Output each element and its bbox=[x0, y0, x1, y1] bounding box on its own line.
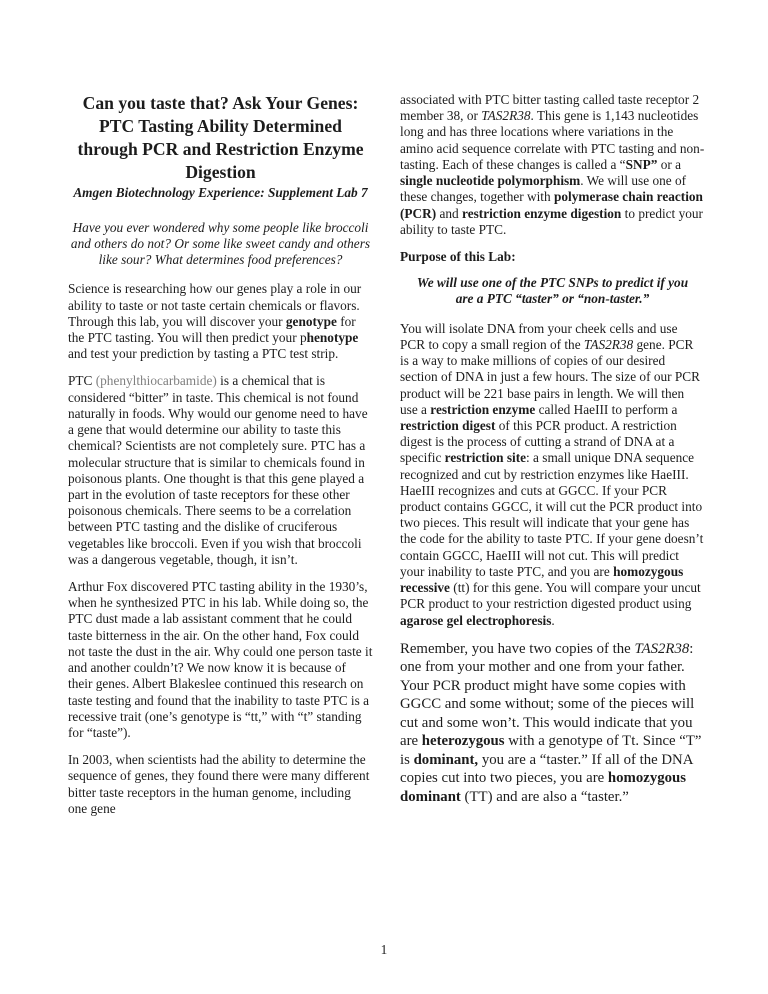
text-run: (tt) for this gene. You will compare your uncut PCR product to your restriction digested product using bbox=[400, 580, 701, 612]
text-run: gene. PCR is a way to make millions of copies of our desired section of DNA in just a few hours. The size of our PCR product will be 221 base pairs in length. We will then use a bbox=[400, 336, 701, 417]
text-run: genotype bbox=[285, 313, 337, 329]
document-subtitle bbox=[68, 185, 373, 201]
paragraph-tas2r38-snp bbox=[400, 92, 705, 238]
purpose-statement bbox=[400, 275, 705, 307]
text-run: We will use one of the PTC SNPs to predict if you are a PTC “taster” or “non-taster.” bbox=[416, 275, 689, 307]
text-run: henotype bbox=[306, 329, 359, 345]
text-run: : one from your mother and one from your father. Your PCR product might have some copies with GGCC and some without; some of the pieces will cut and some won’t. This would indicate that you are bbox=[400, 640, 695, 750]
text-run: with a genotype of Tt. Since “T” is bbox=[400, 733, 702, 768]
text-run: . bbox=[551, 612, 555, 628]
purpose-heading bbox=[400, 249, 705, 265]
text-run: Amgen Biotechnology Experience: Supplement Lab 7 bbox=[73, 185, 368, 201]
text-run: PTC bbox=[68, 373, 96, 389]
text-run: restriction digest bbox=[400, 417, 496, 433]
page-number: 1 bbox=[380, 942, 388, 957]
paragraph-genes-role bbox=[68, 281, 373, 362]
text-run: (TT) and are also a “taster.” bbox=[460, 788, 629, 805]
text-run: . We will use one of these changes, together with bbox=[400, 173, 687, 205]
document-title bbox=[68, 92, 373, 183]
text-run: Can you taste that? Ask Your Genes: PTC Tasting Ability Determined through PCR and Restriction Enzyme Digestion bbox=[77, 93, 364, 182]
paragraph-two-copies bbox=[400, 640, 705, 806]
text-run: In 2003, when scientists had the ability to determine the sequence of genes, they found there were many different bitter taste receptors in the human genome, including one gene bbox=[68, 752, 370, 816]
text-run: (phenylthiocarbamide) bbox=[95, 373, 217, 389]
text-run: restriction enzyme digestion bbox=[462, 205, 622, 221]
paragraph-ptc-chemical bbox=[68, 373, 373, 568]
text-run: You will isolate DNA from your cheek cells and use PCR to copy a small region of the bbox=[400, 320, 678, 352]
text-run: called HaeIII to perform a bbox=[535, 401, 678, 417]
text-run: restriction site bbox=[444, 450, 527, 466]
text-run: is a chemical that is considered “bitter” in taste. This chemical is not found naturally in foods. Why would our genome need to have a gene that would determine our ability to taste this chemical? Scientists are not completely sure. PTC has a molecular structure that is similar to chemicals found in poisonous plants. One thought is that this gene played a part in the evolution of taste receptors for these other poisonous chemicals. There seems to be a correlation between PTC tasting and the dislike of cruciferous vegetables like broccoli. Even if you wish that broccoli was a dangerous vegetable, though, it isn’t. bbox=[68, 373, 368, 567]
text-run: SNP” bbox=[625, 156, 658, 172]
text-run: polymerase chain reaction (PCR) bbox=[400, 189, 703, 221]
text-run: agarose gel electrophoresis bbox=[400, 612, 552, 628]
text-run: heterozygous bbox=[421, 733, 505, 750]
text-run: for the PTC tasting. You will then predict your p bbox=[68, 313, 356, 345]
text-run: associated with PTC bitter tasting called taste receptor 2 member 38, or bbox=[400, 92, 700, 124]
paragraph-2003-sequencing bbox=[68, 752, 373, 817]
two-column-layout bbox=[68, 92, 705, 828]
text-run: or a bbox=[657, 156, 682, 172]
text-run: TAS2R38 bbox=[481, 108, 531, 124]
text-run: single nucleotide polymorphism bbox=[400, 173, 581, 189]
text-run: Science is researching how our genes play a role in our ability to taste or not taste certain chemicals or flavors. Through this lab, you will discover your bbox=[68, 281, 362, 329]
text-run: to predict your ability to taste PTC. bbox=[400, 205, 703, 237]
text-run: Arthur Fox discovered PTC tasting ability in the 1930’s, when he synthesized PTC in his lab. While doing so, the PTC dust made a lab assistant comment that he could taste bitterness in the air. On the other hand, Fox could not taste the dust in the air. Why could one person taste it and another couldn’t? We now know it is because of their genes. Albert Blakeslee continued this research on taste testing and found that the inability to taste PTC is a recessive trait (one’s genotype is “tt,” with “t” standing for “taste”). bbox=[68, 579, 373, 740]
text-run: you are a “taster.” If all of the DNA copies cut into two pieces, you are bbox=[400, 751, 693, 787]
text-run: dominant, bbox=[413, 751, 479, 768]
text-run: Have you ever wondered why some people like broccoli and others do not? Or some like sweet candy and others like sour? What determines food preferences? bbox=[70, 219, 371, 268]
text-run: homozygous recessive bbox=[400, 563, 684, 596]
text-run: Remember, you have two copies of the bbox=[400, 640, 635, 657]
intro-questions bbox=[68, 220, 373, 269]
text-run: : a small unique DNA sequence recognized and cut by restriction enzymes like HaeIII. HaeIII recognizes and cuts at GGCC. If your PCR product contains GGCC, it will cut the PCR product into two pieces. This result will indicate that your gene has the code for the ability to taste PTC. If your gene doesn’t contain GGCC, HaeIII will not cut. This will predict your inability to taste PTC, and you are bbox=[400, 450, 704, 579]
text-run: restriction enzyme bbox=[430, 401, 536, 417]
text-run: and bbox=[436, 205, 463, 221]
text-run: . This gene is 1,143 nucleotides long and has three locations where variations in the amino acid sequence correlate with PTC tasting and non-tasting. Each of these changes is called a “ bbox=[400, 108, 705, 172]
paragraph-arthur-fox bbox=[68, 579, 373, 741]
left-column bbox=[68, 92, 373, 828]
right-column bbox=[400, 92, 705, 828]
text-run: TAS2R38 bbox=[634, 640, 690, 657]
paragraph-procedure-overview bbox=[400, 321, 705, 629]
text-run: and test your prediction by tasting a PTC test strip. bbox=[68, 346, 339, 362]
text-run: TAS2R38 bbox=[583, 336, 634, 352]
text-run: of this PCR product. A restriction digest is the process of cutting a strand of DNA at a specific bbox=[400, 417, 677, 466]
text-run: homozygous dominant bbox=[400, 770, 687, 805]
text-run: Purpose of this Lab: bbox=[400, 248, 516, 264]
